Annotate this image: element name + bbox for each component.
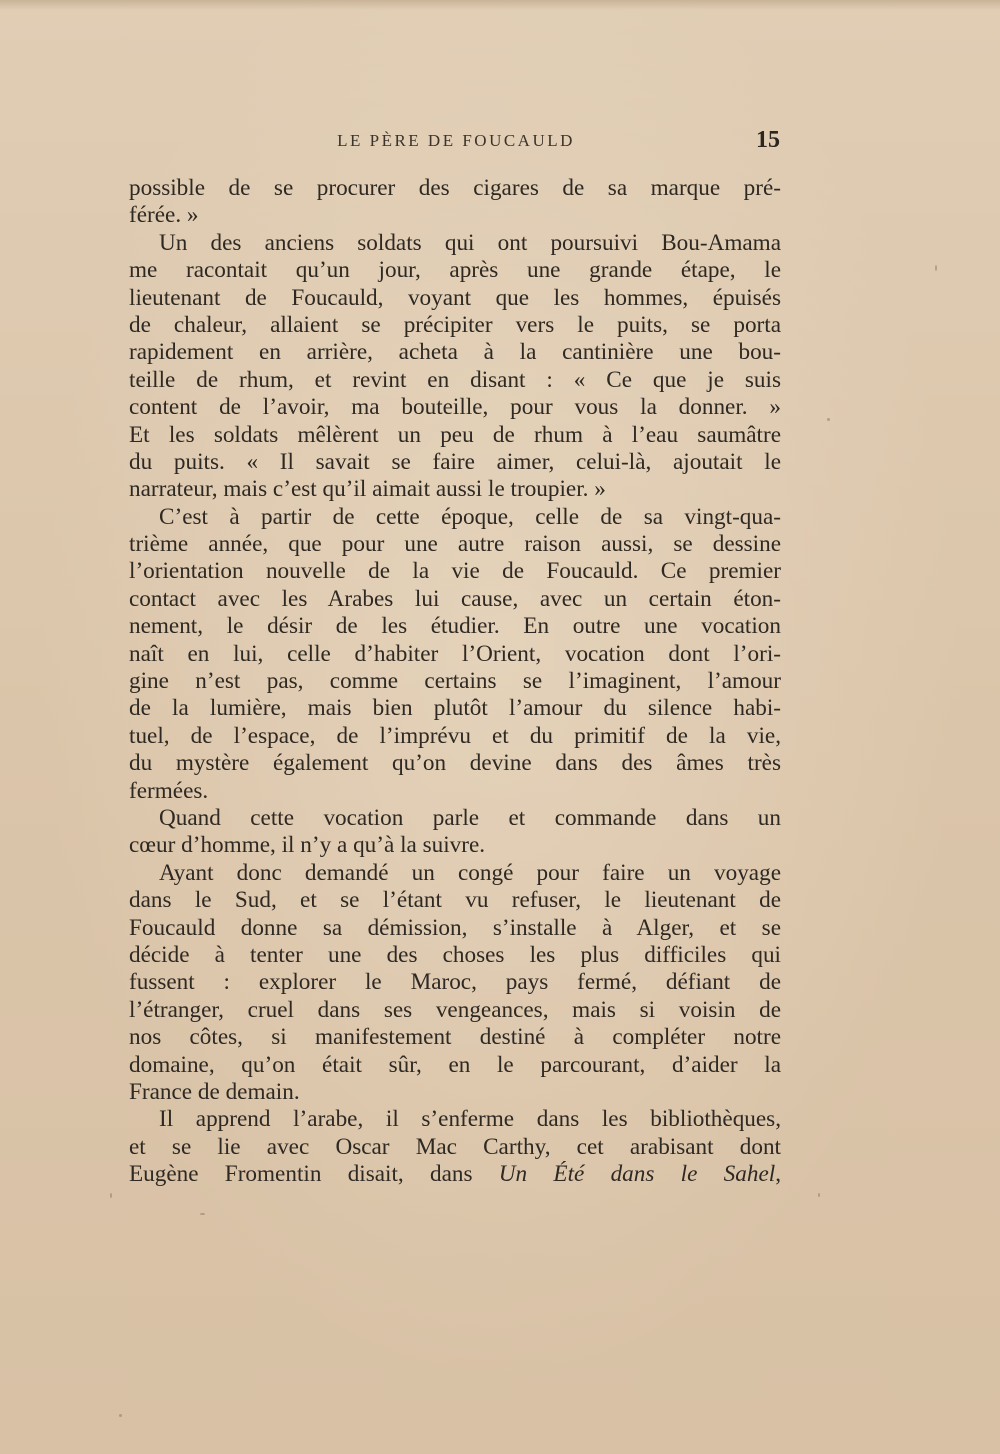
italic-book-title: Un Été dans le Sahel <box>498 1161 776 1188</box>
text-line: rapidement en arrière, acheta à la cantinière une bou- <box>129 339 781 366</box>
text-line: possible de se procurer des cigares de sa marque pré- <box>129 175 781 201</box>
text-line: Et les soldats mêlèrent un peu de rhum à l’eau saumâtre <box>129 421 781 448</box>
text-line: l’étranger, cruel dans ses vengeances, mais si voisin de <box>129 996 781 1023</box>
paragraph-start-line: C’est à partir de cette époque, celle de sa vingt-qua- <box>159 503 781 530</box>
text-line: France de demain. <box>129 1078 300 1105</box>
paragraph-start-line: Quand cette vocation parle et commande dans un <box>159 804 781 831</box>
paragraph-start-line: Il apprend l’arabe, il s’enferme dans les bibliothèques, <box>159 1106 781 1133</box>
page-number: 15 <box>756 127 780 153</box>
text-line: Foucauld donne sa démission, s’installe à Alger, et se <box>129 914 781 941</box>
text-line: gine n’est pas, comme certains se l’imaginent, l’amour <box>129 668 781 695</box>
page-top-edge <box>0 0 1000 10</box>
text-line: du puits. « Il savait se faire aimer, celui-là, ajoutait le <box>129 448 781 475</box>
text-line: trième année, que pour une autre raison aussi, se dessine <box>129 531 781 558</box>
text-line: me racontait qu’un jour, après une grande étape, le <box>129 257 781 284</box>
paper-speck <box>818 1193 820 1197</box>
text-line: fussent : explorer le Maroc, pays fermé, défiant de <box>129 969 781 996</box>
text-line: décide à tenter une des choses les plus difficiles qui <box>129 941 781 968</box>
text-line: nement, le désir de les étudier. En outre une vocation <box>129 613 781 640</box>
running-title: LE PÈRE DE FOUCAULD <box>337 131 575 150</box>
paragraph-start-line: Un des anciens soldats qui ont poursuivi Bou-Amama <box>159 229 781 256</box>
text-line: naît en lui, celle d’habiter l’Orient, vocation dont l’ori- <box>129 640 781 667</box>
text-line: et se lie avec Oscar Mac Carthy, cet arabisant dont <box>129 1133 781 1160</box>
last-text-line <box>129 1161 781 1188</box>
text-line: domaine, qu’on était sûr, en le parcourant, d’aider la <box>129 1051 781 1078</box>
paper-speck <box>935 265 937 271</box>
paper-speck <box>200 1213 205 1215</box>
text-fragment: Eugène Fromentin disait, dans <box>129 1161 473 1188</box>
text-line: fermées. <box>129 777 209 804</box>
text-line: lieutenant de Foucauld, voyant que les hommes, épuisés <box>129 284 781 311</box>
text-line: narrateur, mais c’est qu’il aimait aussi le troupier. » <box>129 476 606 503</box>
text-line: teille de rhum, et revint en disant : « Ce que je suis <box>129 366 781 393</box>
text-line: contact avec les Arabes lui cause, avec un certain éton- <box>129 585 781 612</box>
text-line: nos côtes, si manifestement destiné à compléter notre <box>129 1024 781 1051</box>
paragraph-start-line: Ayant donc demandé un congé pour faire un voyage <box>159 859 781 886</box>
text-line: cœur d’homme, il n’y a qu’à la suivre. <box>129 832 486 859</box>
text-line: content de l’avoir, ma bouteille, pour vous la donner. » <box>129 394 781 421</box>
running-head <box>128 127 784 157</box>
trailing-punctuation: , <box>775 1161 781 1188</box>
text-line: férée. » <box>129 202 199 229</box>
text-line: dans le Sud, et se l’étant vu refuser, le lieutenant de <box>129 887 781 914</box>
text-line: tuel, de l’espace, de l’imprévu et du primitif de la vie, <box>129 722 781 749</box>
text-line: de la lumière, mais bien plutôt l’amour du silence habi- <box>129 695 781 722</box>
body-text <box>129 175 781 1188</box>
text-line: l’orientation nouvelle de la vie de Foucauld. Ce premier <box>129 558 781 585</box>
paper-speck <box>119 1414 122 1417</box>
paper-speck <box>827 418 830 421</box>
text-line: du mystère également qu’on devine dans des âmes très <box>129 750 781 777</box>
text-line: de chaleur, allaient se précipiter vers le puits, se porta <box>129 311 781 338</box>
paper-speck <box>110 1193 112 1198</box>
